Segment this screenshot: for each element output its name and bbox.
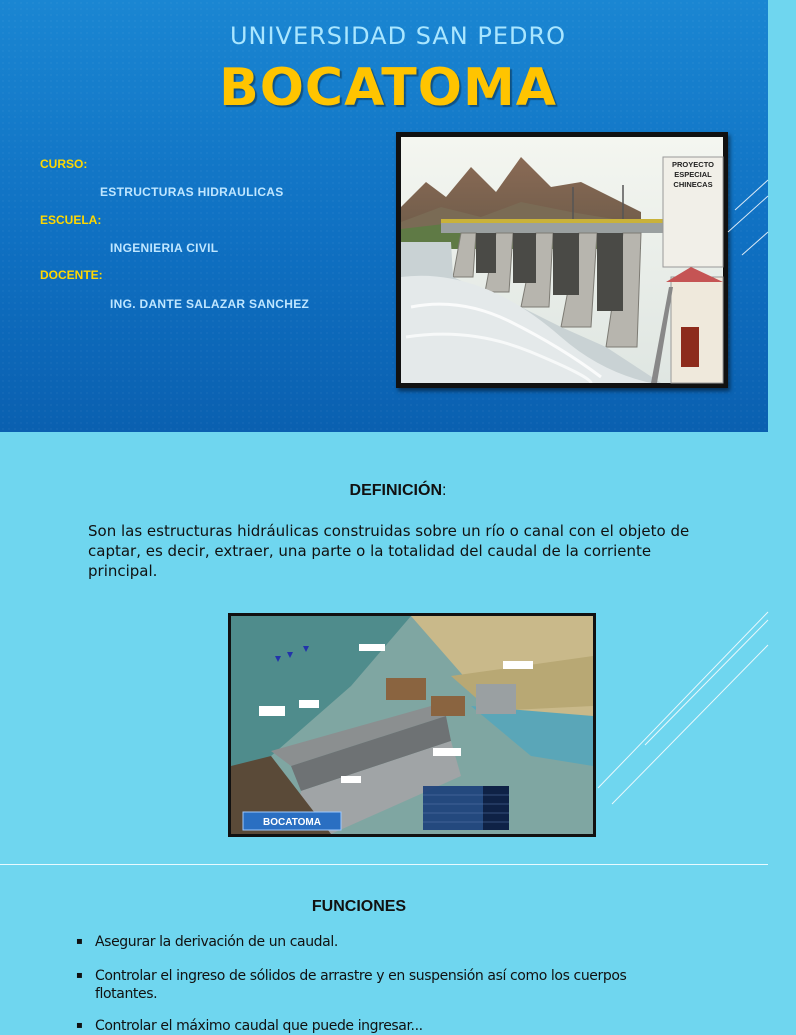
definition-heading: DEFINICIÓN: <box>349 482 447 499</box>
school-value: INGENIERIA CIVIL <box>110 241 219 255</box>
presentation-title: BOCATOMA <box>219 58 557 118</box>
course-label: CURSO: <box>40 157 88 171</box>
functions-heading: FUNCIONES <box>311 898 407 915</box>
sign-line-1: PROYECTO <box>672 160 714 169</box>
definition-slide <box>0 432 768 864</box>
title-slide <box>0 0 768 432</box>
bullet-icon: ▪ <box>76 936 83 947</box>
definition-text: Son las estructuras hidráulicas construidas sobre un río o canal con el objeto de captar, es decir, extraer, una parte o la totalidad del caudal de la corriente principal. <box>88 522 690 580</box>
teacher-value: ING. DANTE SALAZAR SANCHEZ <box>110 297 310 311</box>
functions-slide: FUNCIONES ▪ Asegurar la derivación de un caudal. ▪ Controlar el ingreso de sólidos de arrastre y en suspensión así como los cuerpos flotantes. ▪ Controlar el máximo caudal que puede ingresar... <box>0 865 768 1024</box>
bullet-icon: ▪ <box>76 1020 83 1031</box>
bullet-icon: ▪ <box>76 970 83 981</box>
sign-line-3: CHINECAS <box>673 180 713 189</box>
course-value: ESTRUCTURAS HIDRAULICAS <box>100 185 284 199</box>
sign-line-2: ESPECIAL <box>674 170 712 179</box>
intake-dam-photo <box>396 132 728 388</box>
school-label: ESCUELA: <box>40 213 102 227</box>
teacher-label: DOCENTE: <box>40 268 103 282</box>
intake-3d-diagram <box>228 613 596 837</box>
university-name: UNIVERSIDAD SAN PEDRO <box>229 22 567 50</box>
diagram-badge: BOCATOMA <box>263 817 321 828</box>
